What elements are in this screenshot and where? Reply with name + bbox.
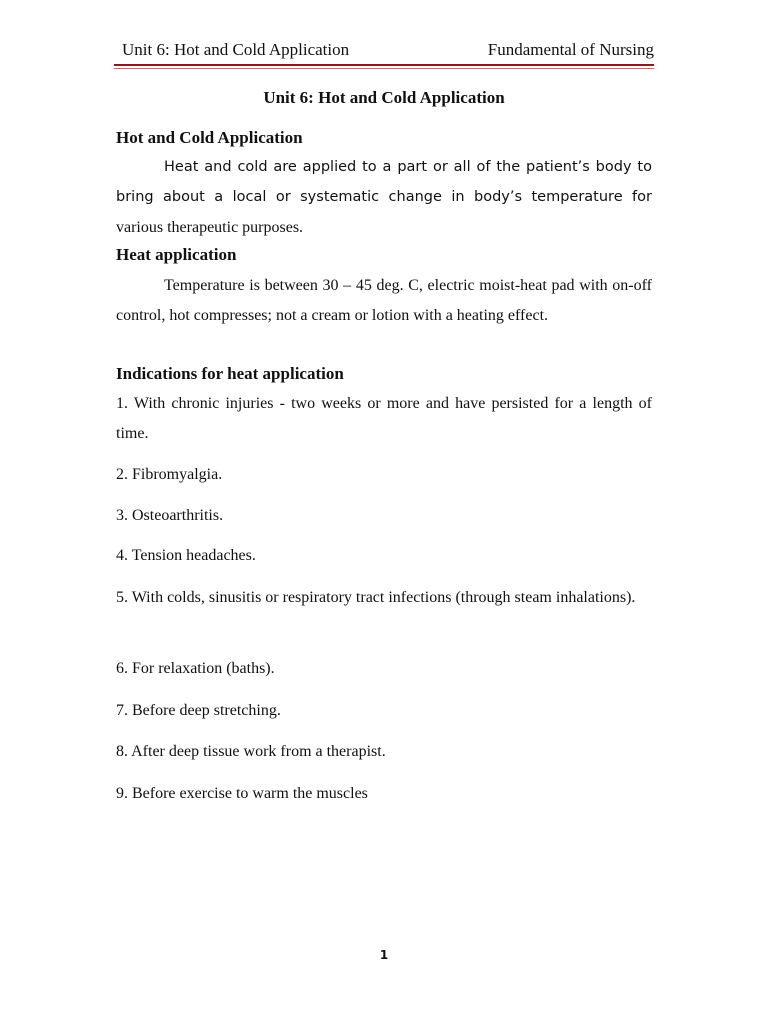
section-body-heat: Temperature is between 30 – 45 deg. C, electric moist-heat pad with on-off control, hot compresses; not a cream or lotion with a heating effect. (116, 277, 652, 324)
list-item: 6. For relaxation (baths). (116, 660, 275, 677)
list-item: 5. With colds, sinusitis or respiratory tract infections (through steam inhalations). (116, 589, 636, 606)
body-line: Heat and cold are applied to a part or all of the patient’s body to (164, 159, 652, 175)
page-title: Unit 6: Hot and Cold Application (263, 88, 505, 107)
section-heading-indications: Indications for heat application (116, 364, 344, 383)
list-item: 2. Fibromyalgia. (116, 466, 223, 483)
page-number: 1 (379, 948, 389, 962)
section-heading-heat: Heat application (116, 245, 237, 264)
body-line: bring about a local or systematic change in body’s temperature for (116, 189, 652, 205)
section-heading-hot-cold: Hot and Cold Application (116, 128, 303, 147)
header-unit-title: Unit 6: Hot and Cold Application (122, 40, 350, 59)
list-item: 4. Tension headaches. (116, 547, 256, 564)
list-item: 7. Before deep stretching. (116, 702, 281, 719)
list-item: 1. With chronic injuries - two weeks or more and have persisted for a length of time. (116, 395, 652, 442)
header-rule-thin (114, 68, 654, 69)
running-header (116, 40, 654, 60)
header-book-title: Fundamental of Nursing (487, 40, 654, 59)
list-item: 8. After deep tissue work from a therapist. (116, 743, 386, 760)
list-item: 3. Osteoarthritis. (116, 507, 224, 524)
body-line: various therapeutic purposes. (116, 219, 304, 236)
header-rule (114, 64, 654, 66)
list-item: 9. Before exercise to warm the muscles (116, 785, 368, 802)
